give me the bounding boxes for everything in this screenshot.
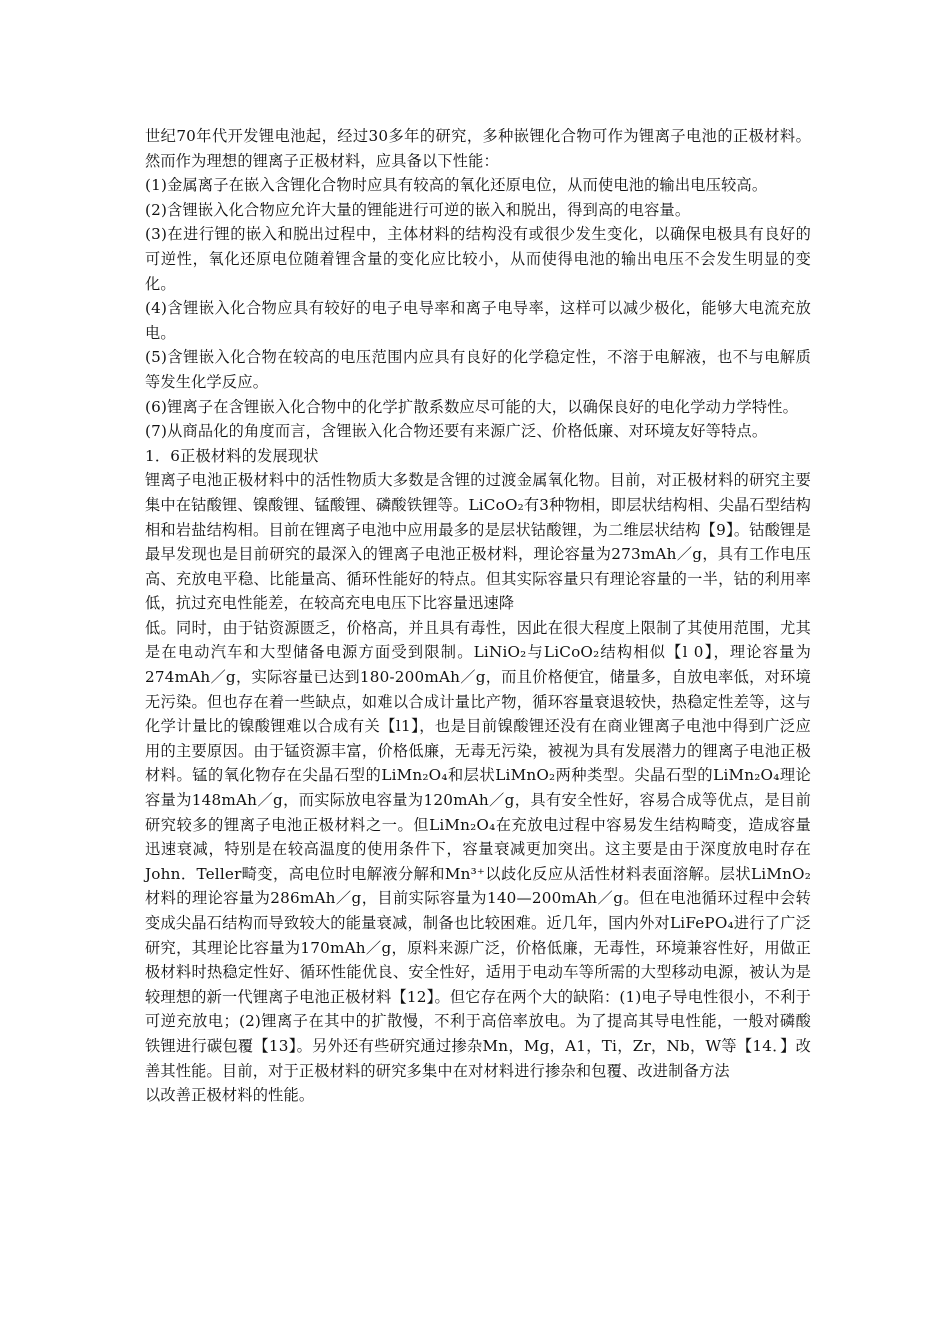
requirement-1: (1)金属离子在嵌入含锂化合物时应具有较高的氧化还原电位，从而使电池的输出电压较高。	[145, 176, 768, 195]
requirement-2: (2)含锂嵌入化合物应允许大量的锂能进行可逆的嵌入和脱出，得到高的电容量。	[145, 200, 691, 219]
requirement-5: (5)含锂嵌入化合物在较高的电压范围内应具有良好的化学稳定性，不溶于电解液，也不与电解质等发生化学反应。	[145, 348, 811, 391]
paragraph-intro: 世纪70年代开发锂电池起，经过30多年的研究，多种嵌锂化合物可作为锂离子电池的正极材料。然而作为理想的锂离子正极材料，应具备以下性能：	[145, 127, 811, 170]
paragraph-cathode-overview: 锂离子电池正极材料中的活性物质大多数是含锂的过渡金属氧化物。目前，对正极材料的研究主要集中在钴酸锂、镍酸锂、锰酸锂、磷酸铁锂等。LiCoO₂有3种物相，即层状结构相、尖晶石型结构相和岩盐结构相。目前在锂离子电池中应用最多的是层状钴酸锂，为二维层状结构【9】。钴酸锂是最早发现也是目前研究的最深入的锂离子电池正极材料，理论容量为273mAh／g，具有工作电压高、充放电平稳、比能量高、循环性能好的特点。但其实际容量只有理论容量的一半，钴的利用率低，抗过充电性能差，在较高充电电压下比容量迅速降	[145, 471, 811, 613]
requirement-4: (4)含锂嵌入化合物应具有较好的电子电导率和离子电导率，这样可以减少极化，能够大电流充放电。	[145, 299, 811, 342]
requirement-7: (7)从商品化的角度而言，含锂嵌入化合物还要有来源广泛、价格低廉、对环境友好等特点。	[145, 422, 768, 441]
section-heading: 1．6正极材料的发展现状	[145, 446, 319, 465]
paragraph-conclusion: 以改善正极材料的性能。	[145, 1086, 315, 1105]
requirement-3: (3)在进行锂的嵌入和脱出过程中，主体材料的结构没有或很少发生变化，以确保电极具有良好的可逆性，氧化还原电位随着锂含量的变化应比较小，从而使得电池的输出电压不会发生明显的变化。	[145, 225, 811, 293]
document-body	[145, 124, 811, 1108]
paragraph-cathode-materials: 低。同时，由于钴资源匮乏，价格高，并且具有毒性，因此在很大程度上限制了其使用范围，尤其是在电动汽车和大型储备电源方面受到限制。LiNiO₂与LiCoO₂结构相似【l 0】，理论容量为274mAh／g，实际容量已达到180-200mAh／g，而且价格便宜，储量多，自放电率低，对环境无污染。但也存在着一些缺点，如难以合成计量比产物，循环容量衰退较快，热稳定性差等，这与化学计量比的镍酸锂难以合成有关【l1】，也是目前镍酸锂还没有在商业锂离子电池中得到广泛应用的主要原因。由于锰资源丰富，价格低廉，无毒无污染，被视为具有发展潜力的锂离子电池正极材料。锰的氧化物存在尖晶石型的LiMn₂O₄和层状LiMnO₂两种类型。尖晶石型的LiMn₂O₄理论容量为148mAh／g，而实际放电容量为120mAh／g，具有安全性好，容易合成等优点，是目前研究较多的锂离子电池正极材料之一。但LiMn₂O₄在充放电过程中容易发生结构畸变，造成容量迅速衰减，特别是在较高温度的使用条件下，容量衰减更加突出。这主要是由于深度放电时存在John．Teller畸变，高电位时电解液分解和Mn³⁺以歧化反应从活性材料表面溶解。层状LiMnO₂材料的理论容量为286mAh／g，目前实际容量为140—200mAh／g。但在电池循环过程中会转变成尖晶石结构而导致较大的能量衰减，制备也比较困难。近几年，国内外对LiFePO₄进行了广泛研究，其理论比容量为170mAh／g，原料来源广泛，价格低廉，无毒性，环境兼容性好，用做正极材料时热稳定性好、循环性能优良、安全性好，适用于电动车等所需的大型移动电源，被认为是较理想的新一代锂离子电池正极材料【12】。但它存在两个大的缺陷：(1)电子导电性很小，不利于可逆充放电；(2)锂离子在其中的扩散慢，不利于高倍率放电。为了提高其导电性能，一般对磷酸铁锂进行碳包覆【13】。另外还有些研究通过掺杂Mn，Mg，A1，Ti，Zr，Nb，W等【14．】改善其性能。目前，对于正极材料的研究多集中在对材料进行掺杂和包覆、改进制备方法	[145, 618, 811, 1080]
requirement-6: (6)锂离子在含锂嵌入化合物中的化学扩散系数应尽可能的大，以确保良好的电化学动力学特性。	[145, 397, 799, 416]
